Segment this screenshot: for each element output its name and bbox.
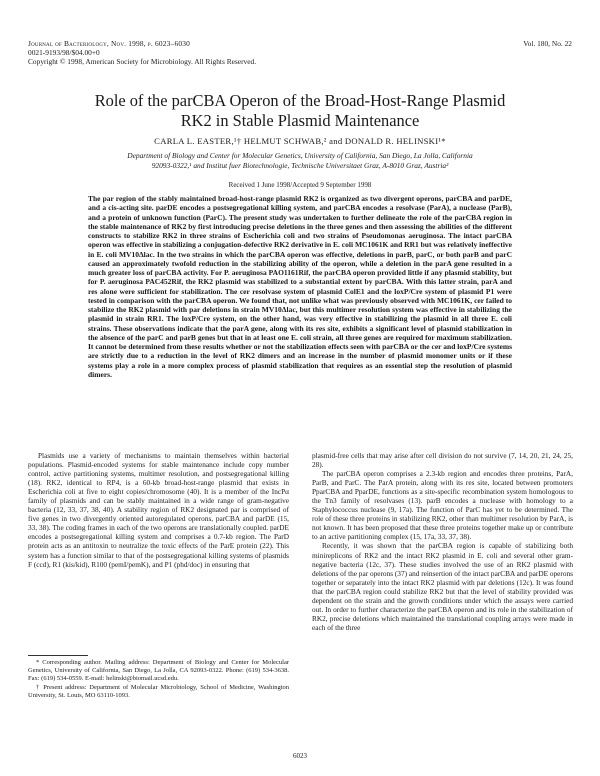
affiliation-line-2: 92093-0322,¹ and Institut fuer Biotechnologie, Technische Universitaet Graz, A-8010 Graz, Austria² <box>151 160 449 170</box>
affiliations <box>60 151 540 170</box>
journal-header <box>28 39 256 66</box>
page-number: 6023 <box>293 752 307 760</box>
title-line-1: Role of the parCBA Operon of the Broad-Host-Range Plasmid <box>94 91 506 110</box>
body-column-right <box>312 451 573 632</box>
received-accepted-dates: Received 1 June 1998/Accepted 9 September 1998 <box>228 181 372 189</box>
volume-issue: Vol. 180, No. 22 <box>523 39 572 48</box>
body-paragraph: Recently, it was shown that the parCBA region is capable of stabilizing both minireplicons of RK2 and the intact RK2 plasmid in E. coli and several other gram-negative bacteria (12c, 37). These studies involved the use of an RK2 plasmid with deletions of the par operons (37) and reinsertion of the intact parCBA and parDE operons together or separately into the intact RK2 plasmid with par deletions (12c). It was found that the parCBA region could stabilize RK2 but that the level of stability provided was dependent on the strain and the growth conditions under which the assays were carried out. In order to further characterize the parCBA operon and its role in the stabilization of RK2, precise deletions which maintained the translational coupling arrays were made in each of the three <box>312 541 573 632</box>
issn-line: 0021-9193/98/$04.00+0 <box>28 48 100 57</box>
article-title <box>40 91 560 131</box>
copyright-line: Copyright © 1998, American Society for Microbiology. All Rights Reserved. <box>28 57 257 66</box>
body-column-left <box>28 451 289 751</box>
body-paragraph: plasmid-free cells that may arise after cell division do not survive (7, 14, 20, 21, 24, 25, 28). <box>312 451 573 470</box>
affiliation-line-1: Department of Biology and Center for Molecular Genetics, University of California, San Diego, La Jolla, California <box>127 151 473 160</box>
corresponding-author-footnote: * Corresponding author. Mailing address: Department of Biology and Center for Molecular Genetics, University of California, San Diego, La Jolla, CA 92093-0322. Phone: (619) 534-3638. Fax: (619) 534-0559. E-mail: helinski@biomail.ucsd.edu. <box>28 659 289 683</box>
body-paragraph: The parCBA operon comprises a 2.3-kb region and encodes three proteins, ParA, ParB, and ParC. The ParA protein, along with its res site, located between promoters PparCBA and PparDE, functions as a site-specific recombination system homologous to the Tn3 family of resolvases (13). parB encodes a nuclease with homology to a Staphylococcus nuclease (9, 17a). The function of ParC has yet to be determined. The role of these three proteins in stabilizing RK2, other than multimer resolution by ParA, is not known. It has been proposed that these three proteins together make up or contribute to an active partitioning complex (15, 17a, 33, 37, 38). <box>312 469 573 542</box>
title-line-2: RK2 in Stable Plasmid Maintenance <box>180 111 420 130</box>
body-paragraph: Plasmids use a variety of mechanisms to maintain themselves within bacterial populations. Plasmid-encoded systems for stable maintenance include copy number control, active partitioning systems, multimer resolution, and postsegregational killing (18). RK2, identical to RP4, is a 60-kb broad-host-range plasmid that exists in Escherichia coli at five to eight copies/chromosome (40). It is a member of the IncPα family of plasmids and can be stably maintained in a wide range of gram-negative bacteria (12, 33, 37, 38, 40). A stability region of RK2 designated par is comprised of five genes in two divergently oriented autoregulated operons, parCBA and parDE (15, 33, 38). The coding frames in each of the two operons are translationally coupled. parDE encodes a postsegregational killing system and comprises a 0.7-kb region. The ParD protein acts as an antitoxin to neutralize the toxic effects of the ParE protein (22). This system has a function similar to that of the postsegregational killing systems of plasmids F (ccd), R1 (kis/kid), R100 (pemI/pemK), and P1 (phd/doc) in ensuring that <box>28 451 289 569</box>
journal-citation: Journal of Bacteriology, Nov. 1998, p. 6023–6030 <box>28 39 191 48</box>
footnote-rule <box>28 655 88 656</box>
author-list: CARLA L. EASTER,¹† HELMUT SCHWAB,² and DONALD R. HELINSKI¹* <box>154 136 446 146</box>
footnotes <box>28 659 289 700</box>
present-address-footnote: † Present address: Department of Molecular Microbiology, School of Medicine, Washington University, St. Louis, MO 63110-1093. <box>28 683 289 699</box>
abstract: The par region of the stably maintained broad-host-range plasmid RK2 is organized as two divergent operons, parCBA and parDE, and a cis-acting site. parDE encodes a postsegregational killing system, and parCBA encodes a resolvase (ParA), a nuclease (ParB), and a protein of unknown function (ParC). The present study was undertaken to further delineate the role of the parCBA region in the stable maintenance of RK2 by first introducing precise deletions in the three genes and then assessing the abilities of the different constructs to stabilize RK2 in three strains of Escherichia coli and two strains of Pseudomonas aeruginosa. The intact parCBA operon was effective in stabilizing a conjugation-defective RK2 derivative in E. coli MC1061K and RR1 but was relatively ineffective in E. coli MV10Δlac. In the two strains in which the parCBA operon was effective, deletions in parB, parC, or both parB and parC caused an approximately twofold reduction in the stabilizing ability of the operon, while a deletion in the parA gene resulted in a much greater loss of parCBA activity. For P. aeruginosa PAO1161Rif, the parCBA operon provided little if any plasmid stability, but for P. aeruginosa PAC452Rif, the RK2 plasmid was stabilized to a substantial extent by parCBA. With this latter strain, parA and res alone were sufficient for stabilization. The cer resolvase system of plasmid ColE1 and the loxP/Cre system of plasmid P1 were tested in comparison with the parCBA operon. We found that, not unlike what was previously observed with MC1061K, cer failed to stabilize the RK2 plasmid with par deletions in strain MV10Δlac, but this multimer resolution system was effective in stabilizing the plasmid in strain RR1. The loxP/Cre system, on the other hand, was very effective in stabilizing the plasmid in all three E. coli strains. These observations indicate that the parA gene, along with its res site, exhibits a significant level of plasmid stabilization in the absence of the parC and parB genes but that in at least one E. coli strain, all three genes are required for maximum stabilization. It cannot be determined from these results whether or not the stabilization effects seen with parCBA or the cer and loxP/Cre systems are strictly due to a reduction in the level of RK2 dimers and an increase in the number of plasmid monomer units or if these systems play a role in a more complex process of plasmid stabilization that requires as an essential step the resolution of plasmid dimers. <box>88 194 512 379</box>
